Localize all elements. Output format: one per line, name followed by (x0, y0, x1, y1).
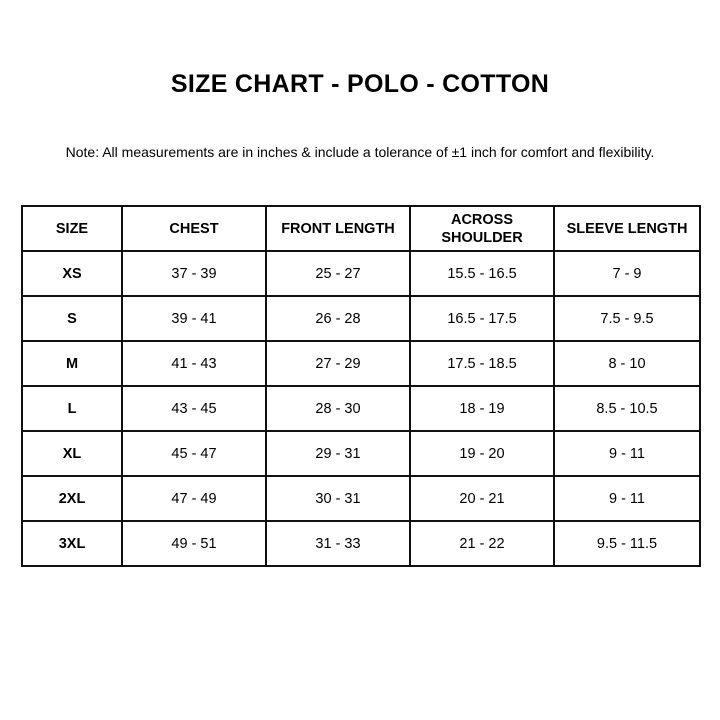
size-cell: M (22, 341, 122, 386)
sleeve-length-cell: 8.5 - 10.5 (554, 386, 700, 431)
chest-cell: 47 - 49 (122, 476, 266, 521)
sleeve-length-cell: 7 - 9 (554, 251, 700, 296)
front-length-cell: 26 - 28 (266, 296, 410, 341)
table-row (22, 251, 700, 296)
chest-cell: 45 - 47 (122, 431, 266, 476)
across-shoulder-cell: 16.5 - 17.5 (410, 296, 554, 341)
table-row (22, 386, 700, 431)
header-chest: CHEST (122, 206, 266, 251)
front-length-cell: 30 - 31 (266, 476, 410, 521)
chest-cell: 39 - 41 (122, 296, 266, 341)
across-shoulder-cell: 21 - 22 (410, 521, 554, 566)
chest-cell: 37 - 39 (122, 251, 266, 296)
sleeve-length-cell: 9 - 11 (554, 476, 700, 521)
across-shoulder-cell: 17.5 - 18.5 (410, 341, 554, 386)
size-chart-table (21, 205, 701, 567)
measurement-note: Note: All measurements are in inches & include a tolerance of ±1 inch for comfort and flexibility. (65, 144, 655, 160)
sleeve-length-cell: 7.5 - 9.5 (554, 296, 700, 341)
table-row (22, 341, 700, 386)
front-length-cell: 28 - 30 (266, 386, 410, 431)
front-length-cell: 27 - 29 (266, 341, 410, 386)
sleeve-length-cell: 9.5 - 11.5 (554, 521, 700, 566)
header-sleeve-length: SLEEVE LENGTH (554, 206, 700, 251)
header-front-length: FRONT LENGTH (266, 206, 410, 251)
table-row (22, 431, 700, 476)
chest-cell: 43 - 45 (122, 386, 266, 431)
across-shoulder-cell: 15.5 - 16.5 (410, 251, 554, 296)
size-cell: L (22, 386, 122, 431)
size-cell: S (22, 296, 122, 341)
size-cell: 2XL (22, 476, 122, 521)
header-row (22, 206, 700, 251)
size-cell: XL (22, 431, 122, 476)
sleeve-length-cell: 8 - 10 (554, 341, 700, 386)
across-shoulder-cell: 18 - 19 (410, 386, 554, 431)
table-row (22, 296, 700, 341)
front-length-cell: 25 - 27 (266, 251, 410, 296)
table-row (22, 521, 700, 566)
size-cell: 3XL (22, 521, 122, 566)
header-size: SIZE (22, 206, 122, 251)
sleeve-length-cell: 9 - 11 (554, 431, 700, 476)
across-shoulder-cell: 19 - 20 (410, 431, 554, 476)
chest-cell: 49 - 51 (122, 521, 266, 566)
across-shoulder-cell: 20 - 21 (410, 476, 554, 521)
front-length-cell: 31 - 33 (266, 521, 410, 566)
page-title: SIZE CHART - POLO - COTTON (170, 70, 550, 98)
chest-cell: 41 - 43 (122, 341, 266, 386)
table-row (22, 476, 700, 521)
front-length-cell: 29 - 31 (266, 431, 410, 476)
header-across-shoulder: ACROSS SHOULDER (410, 206, 554, 251)
size-cell: XS (22, 251, 122, 296)
